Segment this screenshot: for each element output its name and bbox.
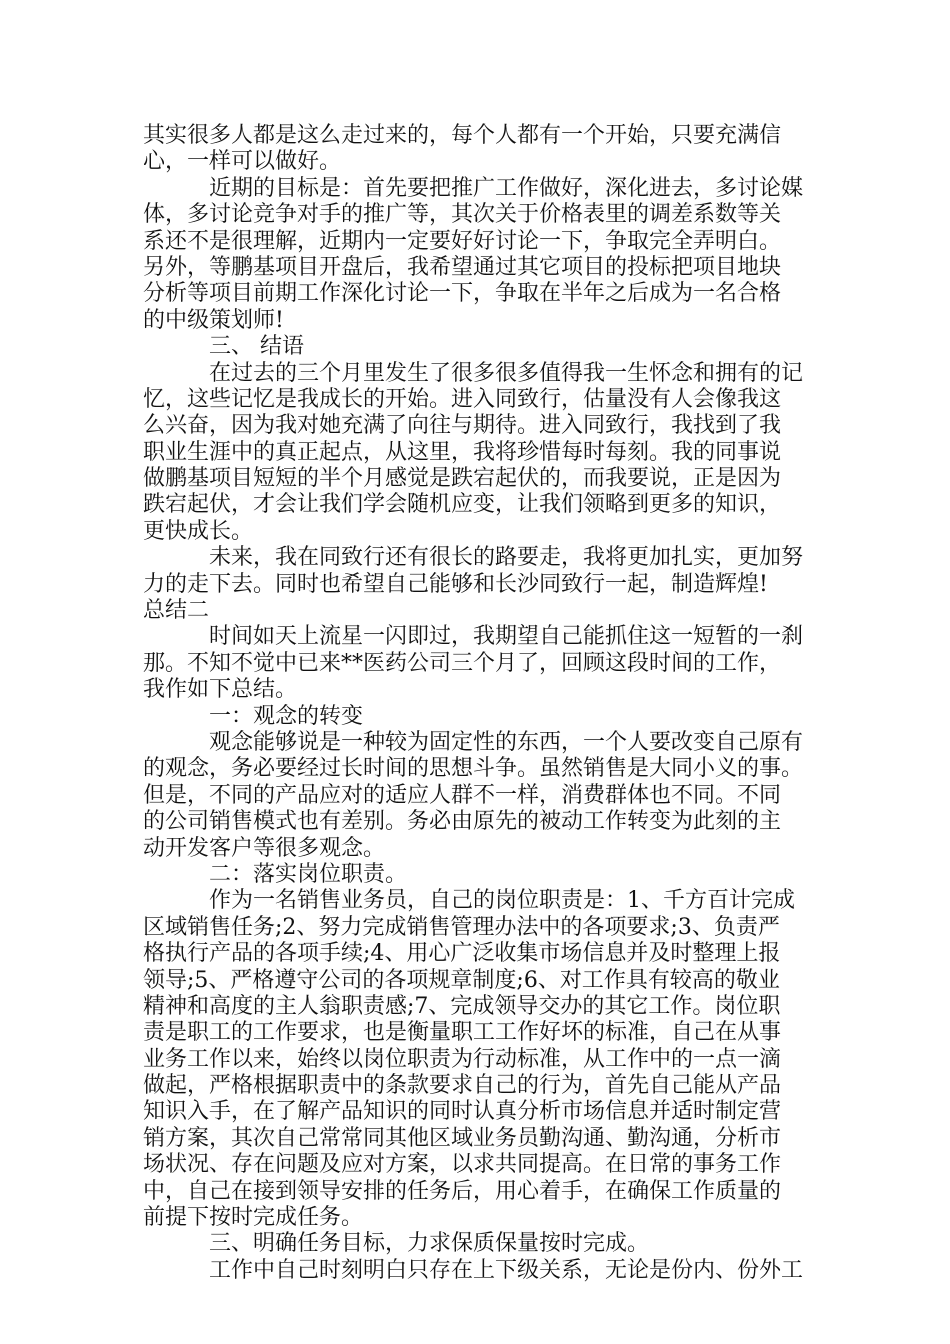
text-line: 作为一名销售业务员，自己的岗位职责是：1、千方百计完成 [143,888,795,914]
text-line: 的中级策划师! [143,307,284,333]
text-line: 近期的目标是：首先要把推广工作做好，深化进去，多讨论媒 [143,175,804,201]
text-line: 其实很多人都是这么走过来的，每个人都有一个开始，只要充满信 [143,123,782,148]
text-line: 我作如下总结。 [143,677,298,703]
text-line: 区域销售任务;2、努力完成销售管理办法中的各项要求;3、负责严 [143,914,780,940]
text-line: 心，一样可以做好。 [143,149,342,175]
text-line: 跌宕起伏，才会让我们学会随机应变，让我们领略到更多的知识， [143,492,782,518]
text-line: 的公司销售模式也有差别。务必由原先的被动工作转变为此刻的主 [143,809,782,835]
text-line: 场状况、存在问题及应对方案，以求共同提高。在日常的事务工作 [143,1152,782,1178]
text-line: 时间如天上流星一闪即过，我期望自己能抓住这一短暂的一刹 [143,624,804,650]
text-line: 的观念，务必要经过长时间的思想斗争。虽然销售是大同小义的事。 [143,756,804,782]
text-line: 但是，不同的产品应对的适应人群不一样，消费群体也不同。不同 [143,782,782,808]
section-heading: 三、 结语 [143,334,304,360]
text-line: 做起，严格根据职责中的条款要求自己的行为，首先自己能从产品 [143,1073,782,1099]
text-line: 体，多讨论竞争对手的推广等，其次关于价格表里的调差系数等关 [143,202,782,228]
text-line: 在过去的三个月里发生了很多很多值得我一生怀念和拥有的记 [143,360,804,386]
text-line: 未来，我在同致行还有很长的路要走，我将更加扎实，更加努 [143,545,804,571]
text-line: 力的走下去。同时也希望自己能够和长沙同致行一起，制造辉煌! [143,571,768,597]
text-line: 业务工作以来，始终以岗位职责为行动标准，从工作中的一点一滴 [143,1046,782,1072]
text-line: 精神和高度的主人翁职责感;7、完成领导交办的其它工作。岗位职 [143,993,781,1019]
section-heading: 二：落实岗位职责。 [143,861,408,887]
text-line: 格执行产品的各项手续;4、用心广泛收集市场信息并及时整理上报 [143,941,781,967]
text-line: 忆，这些记忆是我成长的开始。进入同致行，估量没有人会像我这 [143,386,782,412]
text-line: 么兴奋，因为我对她充满了向往与期待。进入同致行，我找到了我 [143,413,782,439]
text-line: 领导;5、严格遵守公司的各项规章制度;6、对工作具有较高的敬业 [143,967,780,993]
text-line: 观念能够说是一种较为固定性的东西，一个人要改变自己原有 [143,729,804,755]
document-body [143,123,833,1284]
section-heading: 总结二 [143,598,210,624]
text-line: 分析等项目前期工作深化讨论一下，争取在半年之后成为一名合格 [143,281,782,307]
text-line: 知识入手，在了解产品知识的同时认真分析市场信息并适时制定营 [143,1099,782,1125]
text-line: 那。不知不觉中已来**医药公司三个月了，回顾这段时间的工作， [143,650,782,676]
text-line: 前提下按时完成任务。 [143,1205,364,1231]
text-line: 工作中自己时刻明白只存在上下级关系，无论是份内、份外工 [143,1257,804,1283]
section-heading: 一：观念的转变 [143,703,364,729]
text-line: 责是职工的工作要求，也是衡量职工工作好坏的标准，自己在从事 [143,1020,782,1046]
text-line: 销方案，其次自己常常同其他区域业务员勤沟通、勤沟通，分析市 [143,1125,782,1151]
section-heading: 三、明确任务目标，力求保质保量按时完成。 [143,1231,650,1257]
text-line: 动开发客户等很多观念。 [143,835,386,861]
text-line: 中，自己在接到领导安排的任务后，用心着手，在确保工作质量的 [143,1178,782,1204]
text-line: 系还不是很理解，近期内一定要好好讨论一下，争取完全弄明白。 [143,228,782,254]
text-line: 另外，等鹏基项目开盘后，我希望通过其它项目的投标把项目地块 [143,254,782,280]
text-line: 做鹏基项目短短的半个月感觉是跌宕起伏的，而我要说，正是因为 [143,466,782,492]
text-line: 更快成长。 [143,518,254,544]
text-line: 职业生涯中的真正起点，从这里，我将珍惜每时每刻。我的同事说 [143,439,782,465]
